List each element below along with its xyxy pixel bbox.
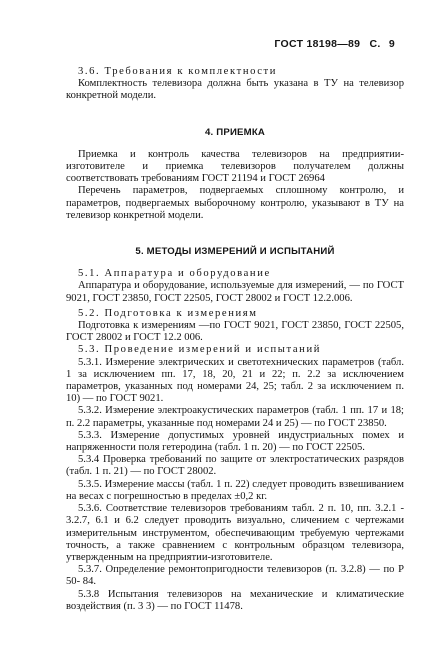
section-3-6-title: 3.6. Требования к комплектности: [78, 66, 278, 77]
section-5-heading: 5. МЕТОДЫ ИЗМЕРЕНИЙ И ИСПЫТАНИЙ: [135, 246, 335, 258]
section-3-6-text: Комплектность телевизора должна быть указана в ТУ на телевизор конкретной модели.: [66, 78, 404, 102]
clause-5-3-1: 5.3.1. Измерение электрических и светотехнических параметров (табл. 1 за исключением пп. 17, 18, 20, 21 и 22; п. 2.2 за исключением параметров, указанных под номерами 24, 25; табл. 2 за исключением п. 10) — по ГОСТ 9021.: [66, 356, 404, 405]
section-4-paragraph-2: Перечень параметров, подвергаемых сплошному контролю, и параметров, подвергаемых выборочному контролю, указывают в ТУ на телевизор конкретной модели.: [66, 185, 404, 221]
document-body: [66, 66, 404, 613]
section-5-2-text: Подготовка к измерениям —по ГОСТ 9021, ГОСТ 23850, ГОСТ 22505, ГОСТ 28002 и ГОСТ 12.2 006.: [66, 320, 404, 344]
section-4-heading: 4. ПРИЕМКА: [204, 126, 266, 138]
page-number: 9: [388, 38, 395, 50]
section-5-3-title: 5.3. Проведение измерений и испытаний: [78, 344, 321, 356]
section-5-1-title: 5.1. Аппаратура и оборудование: [78, 268, 271, 280]
section-4-paragraph-1: Приемка и контроль качества телевизоров на предприятии-изготовителе и приемка телевизоров получателем должны соответствовать требованиям ГОСТ 21194 и ГОСТ 26964: [66, 148, 404, 185]
section-5-2-title: 5.2. Подготовка к измерениям: [78, 307, 258, 319]
standard-number: ГОСТ 18198—89: [274, 38, 361, 50]
clause-5-3-4: 5.3.4 Проверка требований по защите от электростатических разрядов (табл. 1 п. 21) — по ГОСТ 28002.: [66, 454, 404, 478]
clause-5-3-3: 5.3.3. Измерение допустимых уровней индустриальных помех и напряженности поля гетеродина (табл. 1 п. 20) — по ГОСТ 22505.: [66, 429, 404, 454]
clause-5-3-8: 5.3.8 Испытания телевизоров на механические и климатические воздействия (п. 3 3) — по ГОСТ 11478.: [66, 588, 404, 612]
page-label: С.: [369, 38, 381, 50]
section-5-1-text: Аппаратура и оборудование, используемые для измерений, — по ГОСТ 9021, ГОСТ 23850, ГОСТ 22505, ГОСТ 28002 и ГОСТ 12.2.006.: [66, 280, 404, 304]
clause-5-3-6: 5.3.6. Соответствие телевизоров требованиям табл. 2 п. 10, пп. 3.2.1 - 3.2.7, 6.1 и 6.2 следует проводить визуально, сличением с чертежами измерительным инструментом, обеспечивающим требуемую чертежами точность, а также сравнением с контрольным образцом телевизора, утвержденным на предприятии-изготовителе.: [66, 503, 404, 563]
page-header: [274, 38, 395, 50]
clause-5-3-5: 5.3.5. Измерение массы (табл. 1 п. 22) следует проводить взвешиванием на весах с погрешностью в пределах ±0,2 кг.: [66, 478, 404, 502]
clause-5-3-2: 5.3.2. Измерение электроакустических параметров (табл. 1 пп. 17 и 18; п. 2.2 параметры, указанные под номерами 24 и 25) — по ГОСТ 23850.: [66, 405, 404, 429]
clause-5-3-7: 5.3.7. Определение ремонтопригодности телевизоров (п. 3.2.8) — по Р 50- 84.: [66, 564, 404, 588]
